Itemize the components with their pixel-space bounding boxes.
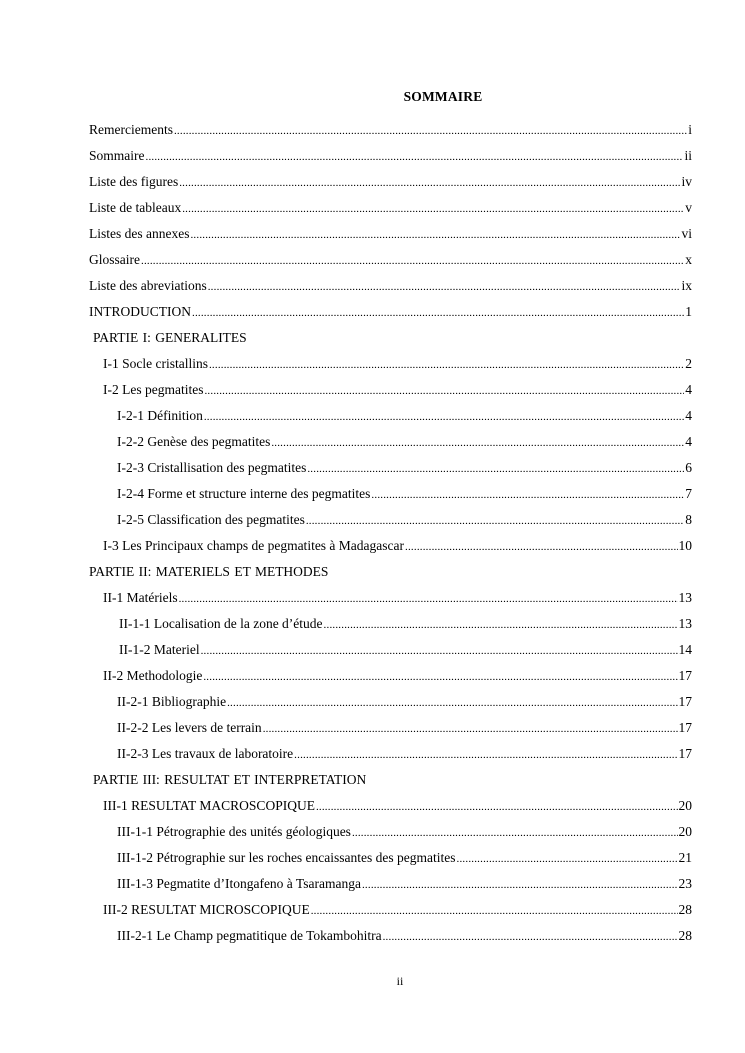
toc-leader-dots: [146, 147, 684, 166]
toc-leader-dots: [209, 355, 684, 374]
toc-entry-page: 17: [678, 746, 692, 761]
toc-entry[interactable]: [103, 797, 692, 815]
toc-entry-page: 4: [685, 382, 692, 397]
toc-leader-dots: [141, 251, 684, 270]
toc-entry-label: Listes des annexes: [89, 226, 190, 241]
toc-entry[interactable]: [117, 485, 692, 503]
toc-leader-dots: [204, 381, 684, 400]
toc-entry-label: Liste de tableaux: [89, 200, 182, 215]
toc-entry[interactable]: [117, 693, 692, 711]
toc-leader-dots: [405, 537, 677, 556]
toc-entry-label: Glossaire: [89, 252, 140, 267]
toc-leader-dots: [182, 199, 684, 218]
toc-entry-label: III-1-2 Pétrographie sur les roches encaissantes des pegmatites: [117, 850, 456, 865]
toc-entry-label: II-1-2 Materiel: [119, 642, 200, 657]
toc-entry-label: I-1 Socle cristallins: [103, 356, 208, 371]
toc-entry[interactable]: [117, 875, 692, 893]
toc-entry-page: 2: [685, 356, 692, 371]
toc-leader-dots: [457, 849, 678, 868]
toc-entry[interactable]: [117, 849, 692, 867]
toc-entry-page: 28: [678, 928, 692, 943]
toc-leader-dots: [190, 225, 680, 244]
toc-entry-page: 17: [678, 720, 692, 735]
toc-entry-page: iv: [681, 174, 692, 189]
toc-entry[interactable]: [117, 823, 692, 841]
toc-leader-dots: [362, 875, 678, 894]
toc-entry-label: INTRODUCTION: [89, 304, 191, 319]
toc-entry-page: 17: [678, 694, 692, 709]
toc-entry-page: 23: [678, 876, 692, 891]
toc-entry-label: III-1-3 Pegmatite d’Itongafeno à Tsaramanga: [117, 876, 361, 891]
toc-entry-page: 4: [685, 434, 692, 449]
toc-leader-dots: [208, 277, 681, 296]
toc-leader-dots: [192, 303, 684, 322]
toc-entry[interactable]: [103, 537, 692, 555]
toc-entry[interactable]: [89, 277, 692, 295]
toc-entry-label: III-2-1 Le Champ pegmatitique de Tokambohitra: [117, 928, 382, 943]
toc-entry[interactable]: [103, 589, 692, 607]
toc-leader-dots: [383, 927, 678, 946]
toc-entry-label: II-1 Matériels: [103, 590, 178, 605]
toc-entry-page: x: [685, 252, 692, 267]
toc-entry-page: ii: [684, 148, 692, 163]
toc-entry-label: Remerciements: [89, 122, 173, 137]
toc-leader-dots: [316, 797, 678, 816]
toc-entry-label: III-2 RESULTAT MICROSCOPIQUE: [103, 902, 310, 917]
toc-entry[interactable]: [117, 433, 692, 451]
toc-leader-dots: [371, 485, 684, 504]
toc-entry-page: 21: [678, 850, 692, 865]
toc-entry-label: I-2-2 Genèse des pegmatites: [117, 434, 271, 449]
toc-entry[interactable]: [117, 511, 692, 529]
toc-leader-dots: [307, 459, 684, 478]
page-number: ii: [396, 974, 404, 988]
toc-part-heading[interactable]: PARTIE III: RESULTAT ET INTERPRETATION: [93, 772, 367, 787]
toc-entry-label: I-2-4 Forme et structure interne des pegmatites: [117, 486, 371, 501]
toc-entry-page: v: [685, 200, 692, 215]
toc-entry-page: 13: [678, 590, 692, 605]
toc-entry[interactable]: [103, 381, 692, 399]
toc-entry[interactable]: [89, 225, 692, 243]
toc-entry-label: II-2 Methodologie: [103, 668, 203, 683]
toc-entry-page: ix: [681, 278, 692, 293]
toc-entry-page: 1: [685, 304, 692, 319]
toc-entry-page: 14: [678, 642, 692, 657]
toc-entry-page: 20: [678, 824, 692, 839]
toc-entry-label: II-1-1 Localisation de la zone d’étude: [119, 616, 323, 631]
toc-entry[interactable]: [103, 667, 692, 685]
toc-entry[interactable]: [117, 745, 692, 763]
toc-leader-dots: [294, 745, 677, 764]
toc-entry-label: Liste des abreviations: [89, 278, 207, 293]
toc-leader-dots: [174, 121, 687, 140]
toc-entry-label: Sommaire: [89, 148, 145, 163]
toc-entry-page: i: [688, 122, 692, 137]
toc-leader-dots: [311, 901, 678, 920]
toc-entry-label: I-3 Les Principaux champs de pegmatites à Madagascar: [103, 538, 405, 553]
toc-entry[interactable]: [119, 615, 692, 633]
toc-leader-dots: [306, 511, 684, 530]
toc-part-heading[interactable]: PARTIE I: GENERALITES: [93, 330, 247, 345]
toc-leader-dots: [201, 641, 678, 660]
toc-entry-page: 13: [678, 616, 692, 631]
toc-entry[interactable]: [89, 303, 692, 321]
toc-entry-page: 7: [685, 486, 692, 501]
toc-entry-label: III-1 RESULTAT MACROSCOPIQUE: [103, 798, 315, 813]
page-title: SOMMAIRE: [403, 89, 483, 104]
toc-entry-page: 17: [678, 668, 692, 683]
toc-entry[interactable]: [119, 641, 692, 659]
toc-leader-dots: [324, 615, 678, 634]
toc-leader-dots: [179, 589, 678, 608]
toc-entry-page: vi: [681, 226, 692, 241]
toc-entry[interactable]: [103, 355, 692, 373]
toc-leader-dots: [227, 693, 677, 712]
toc-part-heading[interactable]: PARTIE II: MATERIELS ET METHODES: [89, 564, 329, 579]
toc-entry[interactable]: [89, 251, 692, 269]
toc-entry-page: 10: [678, 538, 692, 553]
toc-entry-page: 28: [678, 902, 692, 917]
toc-leader-dots: [271, 433, 684, 452]
toc-entry-label: I-2 Les pegmatites: [103, 382, 204, 397]
toc-entry[interactable]: [103, 901, 692, 919]
toc-entry-page: 6: [685, 460, 692, 475]
toc-entry[interactable]: [89, 199, 692, 217]
toc-entry-label: I-2-5 Classification des pegmatites: [117, 512, 305, 527]
toc-entry[interactable]: [117, 719, 692, 737]
toc-entry-page: 8: [685, 512, 692, 527]
toc-entry[interactable]: [117, 459, 692, 477]
toc-leader-dots: [263, 719, 678, 738]
toc-leader-dots: [203, 667, 677, 686]
toc-entry-page: 4: [685, 408, 692, 423]
toc-entry-label: III-1-1 Pétrographie des unités géologiques: [117, 824, 351, 839]
toc-entry[interactable]: [89, 173, 692, 191]
toc-entry[interactable]: [89, 147, 692, 165]
toc-entry-page: 20: [678, 798, 692, 813]
toc-leader-dots: [204, 407, 684, 426]
toc-leader-dots: [179, 173, 680, 192]
toc-entry[interactable]: [89, 121, 692, 139]
toc-entry-label: I-2-3 Cristallisation des pegmatites: [117, 460, 307, 475]
toc-entry[interactable]: [117, 927, 692, 945]
toc-entry-label: II-2-2 Les levers de terrain: [117, 720, 262, 735]
toc-entry-label: II-2-1 Bibliographie: [117, 694, 227, 709]
toc-entry-label: II-2-3 Les travaux de laboratoire: [117, 746, 294, 761]
toc-entry[interactable]: [117, 407, 692, 425]
toc-entry-label: I-2-1 Définition: [117, 408, 203, 423]
toc-leader-dots: [352, 823, 678, 842]
toc-entry-label: Liste des figures: [89, 174, 179, 189]
